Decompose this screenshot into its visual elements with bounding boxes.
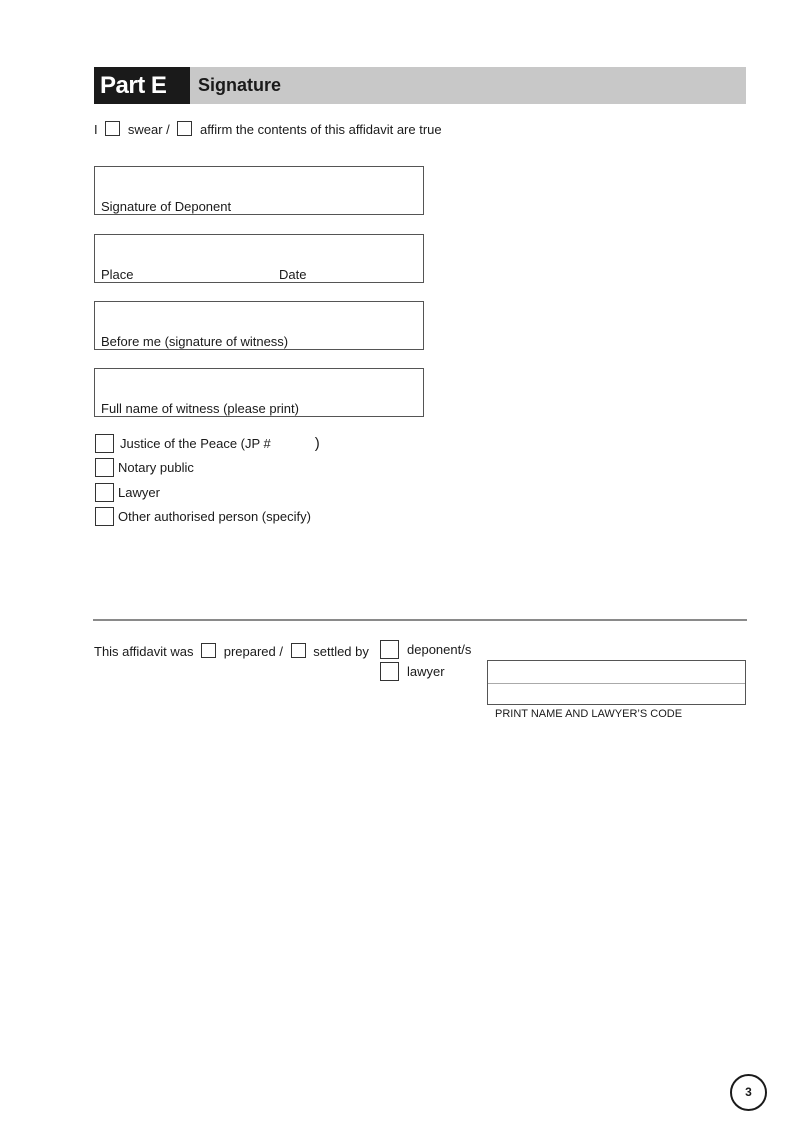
lawyer-name-code-field[interactable] — [487, 660, 746, 705]
prepared-label: prepared / — [223, 644, 283, 659]
witness-signature-label: Before me (signature of witness) — [101, 334, 289, 349]
notary-label: Notary public — [118, 460, 194, 475]
by-deponents-row — [380, 640, 471, 659]
role-lawyer-row — [95, 483, 160, 502]
section-title: Signature — [198, 75, 282, 95]
page-number: 3 — [730, 1074, 767, 1111]
place-date-field[interactable] — [94, 234, 424, 283]
prepared-checkbox[interactable] — [201, 643, 216, 658]
jp-close: ) — [314, 435, 320, 452]
role-notary-row — [95, 458, 194, 477]
notary-checkbox[interactable] — [95, 458, 114, 477]
part-label: Part E — [94, 67, 190, 104]
settled-by-label: settled by — [313, 644, 369, 659]
date-label: Date — [279, 267, 307, 282]
oath-prefix: I — [94, 122, 98, 137]
jp-label: Justice of the Peace (JP # — [120, 436, 271, 451]
affirm-checkbox[interactable] — [177, 121, 192, 136]
prepared-line — [94, 643, 373, 659]
signature-deponent-label: Signature of Deponent — [101, 199, 232, 214]
place-label: Place — [101, 267, 134, 282]
part-header — [94, 67, 746, 104]
role-jp-row — [95, 434, 320, 453]
signature-deponent-field[interactable] — [94, 166, 424, 215]
lawyer-name-caption: PRINT NAME AND LAWYER’S CODE — [495, 708, 683, 720]
settled-checkbox[interactable] — [291, 643, 306, 658]
oath-line — [94, 121, 446, 137]
jp-checkbox[interactable] — [95, 434, 114, 453]
lawyer-box-divider — [488, 683, 745, 684]
role-other-row — [95, 507, 311, 526]
deponents-label: deponent/s — [407, 642, 472, 657]
swear-label: swear / — [127, 122, 170, 137]
other-checkbox[interactable] — [95, 507, 114, 526]
deponents-checkbox[interactable] — [380, 640, 399, 659]
swear-checkbox[interactable] — [105, 121, 120, 136]
witness-name-field[interactable] — [94, 368, 424, 417]
lawyer-checkbox[interactable] — [95, 483, 114, 502]
by-lawyer-label: lawyer — [407, 664, 445, 679]
prepared-prefix: This affidavit was — [94, 644, 194, 659]
witness-signature-field[interactable] — [94, 301, 424, 350]
other-label: Other authorised person (specify) — [118, 509, 311, 524]
by-lawyer-row — [380, 662, 445, 681]
affirm-label: affirm the contents of this affidavit are true — [200, 122, 442, 137]
lawyer-label: Lawyer — [118, 485, 160, 500]
by-lawyer-checkbox[interactable] — [380, 662, 399, 681]
witness-name-label: Full name of witness (please print) — [101, 401, 299, 416]
section-divider — [93, 619, 747, 621]
